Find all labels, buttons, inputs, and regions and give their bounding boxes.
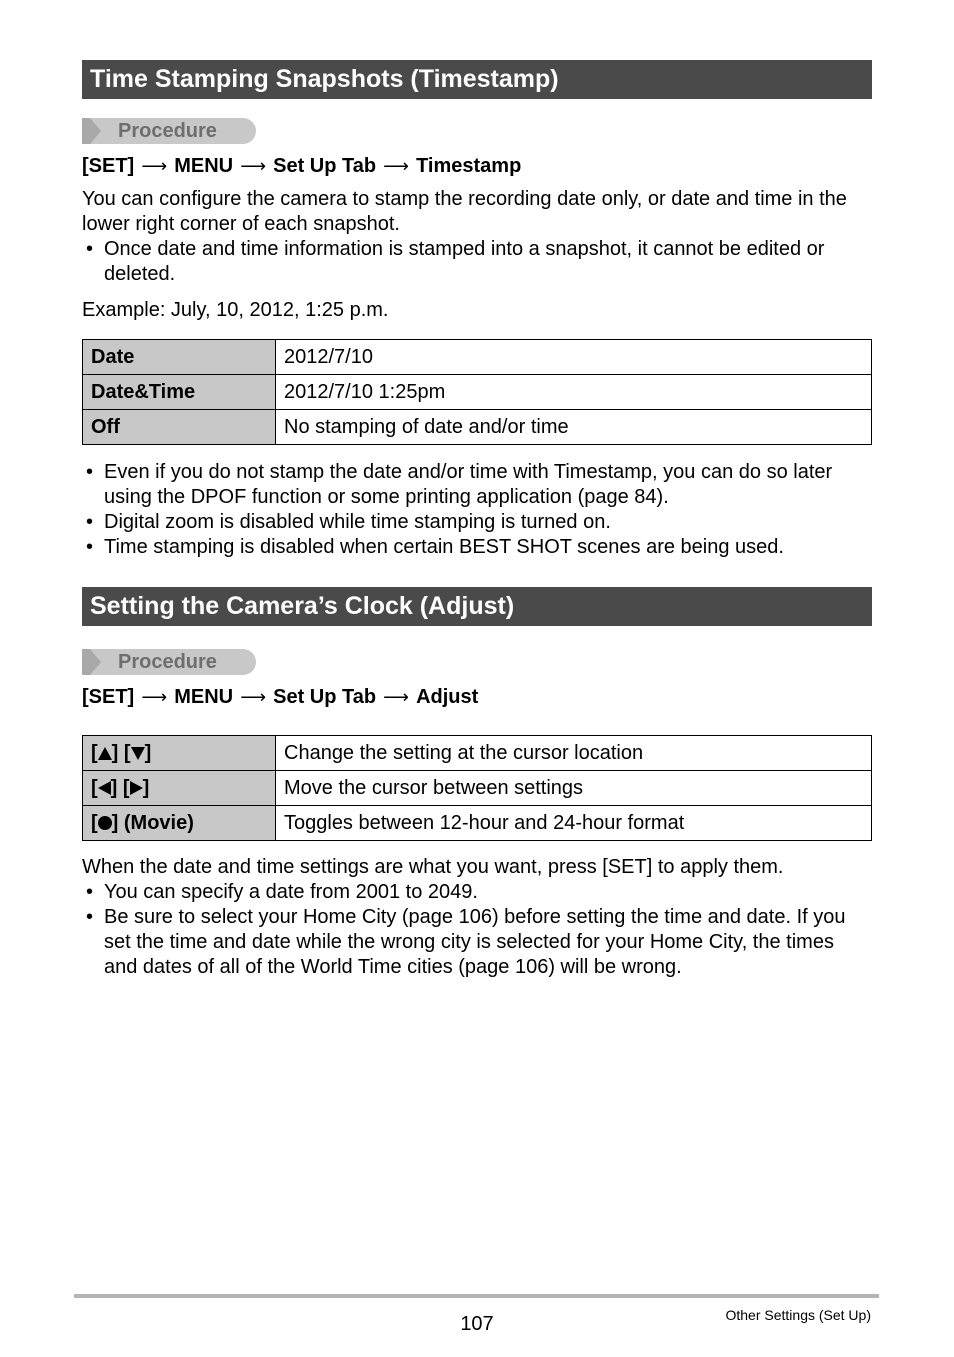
bullet-text: Time stamping is disabled when certain BEST SHOT scenes are being used. [104, 536, 784, 558]
path-step: Set Up Tab [273, 686, 377, 708]
control-description: Move the cursor between settings [276, 771, 872, 806]
bullet-text: Digital zoom is disabled while time stamping is turned on. [104, 511, 611, 533]
control-key-left-right: [ ] [ ] [83, 771, 276, 806]
bullet-text: Once date and time information is stamped into a snapshot, it cannot be edited or deleted. [104, 238, 825, 285]
bullet-item [82, 535, 872, 560]
table-row [83, 410, 872, 445]
option-key: Date [83, 340, 276, 375]
option-key: Date&Time [83, 375, 276, 410]
arrow-right-icon: ⟶ [240, 156, 267, 176]
path-step: MENU [174, 155, 234, 177]
footer-section-name: Other Settings (Set Up) [725, 1307, 871, 1323]
arrow-right-icon: ⟶ [383, 156, 409, 176]
bullet-dot: • [86, 511, 94, 533]
table-row [83, 806, 872, 841]
bullet-dot: • [86, 238, 94, 260]
procedure-tab-shape [82, 118, 90, 144]
section-title-adjust: Setting the Camera’s Clock (Adjust) [82, 587, 872, 626]
table-row [83, 771, 872, 806]
bullet-dot: • [86, 461, 94, 483]
bullet-item [82, 510, 872, 535]
triangle-down-icon [131, 747, 145, 760]
table-row [83, 375, 872, 410]
arrow-right-icon: ⟶ [141, 156, 168, 176]
path-step: Timestamp [416, 155, 522, 177]
bullet-text: Be sure to select your Home City (page 106) before setting the time and date. If you set the time and date while the wrong city is selected for your Home City, the times and dates of all of the World Time cities (page 106) will be wrong. [104, 906, 846, 978]
table-row [83, 736, 872, 771]
record-circle-icon [98, 816, 112, 830]
page-number: 107 [460, 1313, 494, 1335]
bullet-dot: • [86, 536, 94, 558]
bullet-item [82, 237, 872, 287]
adjust-controls-table [82, 735, 872, 841]
menu-path-adjust [82, 685, 478, 709]
procedure-label-text: Procedure [118, 651, 217, 673]
control-description: Toggles between 12-hour and 24-hour format [276, 806, 872, 841]
option-key: Off [83, 410, 276, 445]
option-value: 2012/7/10 1:25pm [276, 375, 872, 410]
menu-path-timestamp [82, 154, 521, 178]
path-step: Set Up Tab [273, 155, 377, 177]
bullet-item [82, 460, 872, 510]
triangle-up-icon [98, 747, 112, 760]
triangle-right-icon [130, 781, 143, 795]
triangle-left-icon [98, 781, 111, 795]
procedure-label [82, 649, 256, 675]
bullet-item [82, 880, 872, 905]
section-title-timestamp: Time Stamping Snapshots (Timestamp) [82, 60, 872, 99]
arrow-right-icon: ⟶ [141, 687, 168, 707]
path-step: [SET] [82, 686, 135, 708]
bullet-text: You can specify a date from 2001 to 2049. [104, 881, 478, 903]
bullet-text: Even if you do not stamp the date and/or time with Timestamp, you can do so later using the DPOF function or some printing application (page 84). [104, 461, 833, 508]
path-step: [SET] [82, 155, 135, 177]
control-key-suffix: (Movie) [123, 811, 194, 834]
example-text: Example: July, 10, 2012, 1:25 p.m. [82, 299, 389, 321]
procedure-tab-shape [82, 649, 90, 675]
procedure-label-text: Procedure [118, 120, 217, 142]
bullet-dot: • [86, 906, 94, 928]
path-step: MENU [174, 686, 234, 708]
timestamp-options-table [82, 339, 872, 445]
path-step: Adjust [416, 686, 479, 708]
bullet-item [82, 905, 872, 980]
arrow-right-icon: ⟶ [383, 687, 409, 707]
bullet-dot: • [86, 881, 94, 903]
timestamp-intro: You can configure the camera to stamp the recording date only, or date and time in the lower right corner of each snapshot. [82, 188, 847, 235]
control-description: Change the setting at the cursor location [276, 736, 872, 771]
control-key-up-down: [ ] [ ] [83, 736, 276, 771]
arrow-right-icon: ⟶ [240, 687, 267, 707]
procedure-label [82, 118, 256, 144]
footer-rule [74, 1294, 879, 1298]
option-value: No stamping of date and/or time [276, 410, 872, 445]
procedure-chevron-icon [90, 649, 101, 675]
table-row [83, 340, 872, 375]
procedure-chevron-icon [90, 118, 101, 144]
option-value: 2012/7/10 [276, 340, 872, 375]
adjust-intro: When the date and time settings are what you want, press [SET] to apply them. [82, 856, 784, 878]
control-key-movie: [ ] (Movie) [83, 806, 276, 841]
